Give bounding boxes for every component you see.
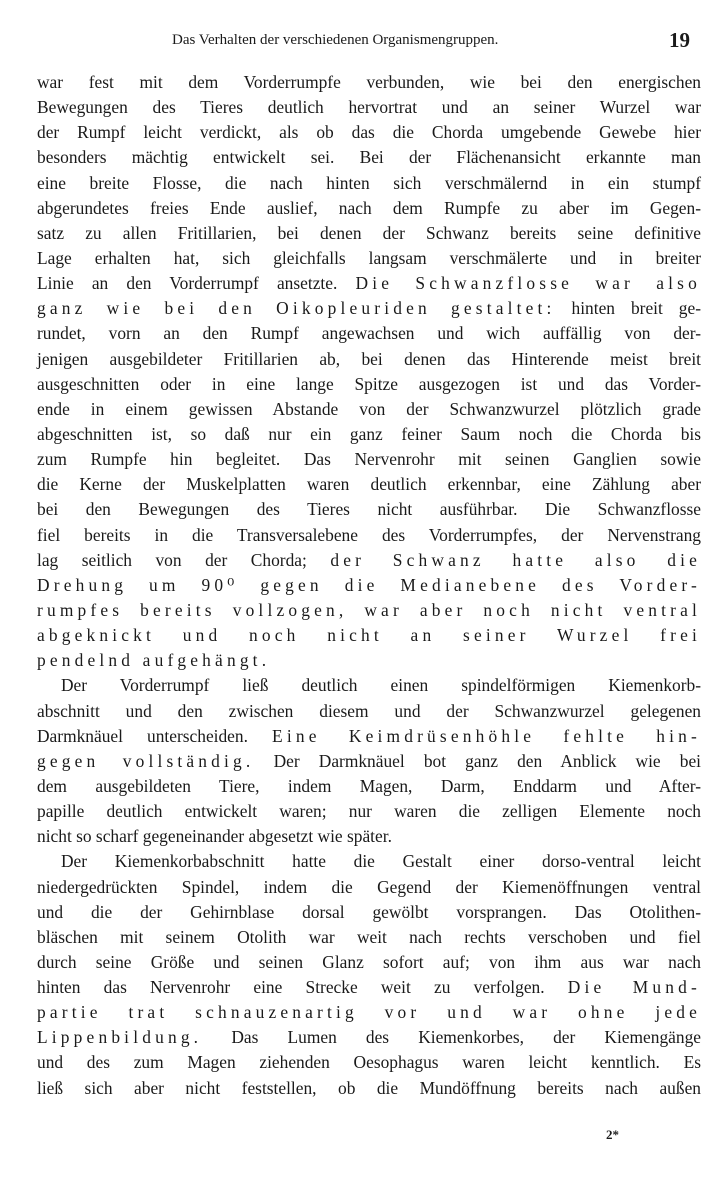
- text-line: [37, 975, 701, 1000]
- text-segment: Lage erhalten hat, sich gleichfalls langsam verschmälerte und in breiter: [37, 247, 701, 268]
- text-segment: die Kerne der Muskelplatten waren deutlich erkennbar, eine Zählung aber: [37, 474, 701, 495]
- text-segment: lag seitlich von der Chorda;: [37, 549, 331, 570]
- emphasized-text: Eine Keimdrüsenhöhle fehlte hin-: [272, 725, 701, 746]
- text-segment: bei den Bewegungen des Tieres nicht ausführbar. Die Schwanzflosse: [37, 499, 701, 520]
- text-line: [37, 372, 701, 397]
- text-line: [37, 221, 701, 246]
- emphasized-text: abgeknickt und noch nicht an seiner Wurzel frei: [37, 625, 701, 646]
- text-line: [37, 523, 701, 548]
- text-line: [37, 673, 701, 698]
- text-line: [37, 1025, 701, 1050]
- text-line: [37, 824, 701, 849]
- text-line: [37, 171, 701, 196]
- text-line: [37, 296, 701, 321]
- page-number: 19: [669, 28, 690, 52]
- text-line: [37, 246, 701, 271]
- text-line: [37, 774, 701, 799]
- text-line: [37, 397, 701, 422]
- text-segment: abgerundetes freies Ende auslief, nach dem Rumpfe zu aber im Gegen-: [37, 197, 701, 218]
- text-segment: zum Rumpfe hin begleitet. Das Nervenrohr mit seinen Ganglien sowie: [37, 449, 701, 470]
- text-segment: fiel bereits in die Transversalebene des Vorderrumpfes, der Nervenstrang: [37, 524, 701, 545]
- text-segment: Bewegungen des Tieres deutlich hervortrat und an seiner Wurzel war: [37, 97, 701, 118]
- emphasized-text: pendelnd aufgehängt.: [37, 650, 271, 671]
- text-line: [37, 699, 701, 724]
- emphasized-text: Die Mund-: [567, 977, 701, 998]
- text-segment: Linie an den Vorderrumpf ansetzte.: [37, 273, 356, 294]
- text-line: [37, 70, 701, 95]
- text-segment: satz zu allen Fritillarien, bei denen der Schwanz bereits seine definitive: [37, 222, 701, 243]
- running-header: [37, 30, 690, 54]
- signature-mark: 2*: [606, 1127, 619, 1142]
- text-segment: abschnitt und den zwischen diesem und der Schwanzwurzel gelegenen: [37, 700, 701, 721]
- running-title: Das Verhalten der verschiedenen Organismengruppen.: [172, 32, 499, 48]
- text-segment: Das Lumen des Kiemenkorbes, der Kiemengänge: [202, 1027, 701, 1048]
- text-line: [37, 925, 701, 950]
- text-segment: nicht so scharf gegeneinander abgesetzt wie später.: [37, 826, 392, 847]
- emphasized-text: der Schwanz hatte also die: [330, 549, 701, 570]
- text-segment: durch seine Größe und seinen Glanz sofort auf; von ihm aus war nach: [37, 951, 701, 972]
- text-line: [37, 749, 701, 774]
- text-line: [37, 573, 701, 598]
- text-segment: Der Kiemenkorbabschnitt hatte die Gestalt einer dorso-ventral leicht: [61, 851, 701, 872]
- text-segment: Darmknäuel unterscheiden.: [37, 725, 273, 746]
- text-line: [37, 347, 701, 372]
- text-segment: abgeschnitten ist, so daß nur ein ganz feiner Saum noch die Chorda bis: [37, 423, 701, 444]
- text-line: [37, 548, 701, 573]
- emphasized-text: Drehung um 90⁰ gegen die Medianebene des Vorder-: [37, 574, 701, 595]
- text-line: [37, 196, 701, 221]
- text-segment: eine breite Flosse, die nach hinten sich verschmälernd in ein stumpf: [37, 172, 701, 193]
- emphasized-text: gegen vollständig.: [37, 750, 255, 771]
- text-line: [37, 724, 701, 749]
- text-line: [37, 648, 701, 673]
- text-line: [37, 422, 701, 447]
- text-line: [37, 1076, 701, 1101]
- text-segment: und die der Gehirnblase dorsal gewölbt vorsprangen. Das Otolithen-: [37, 901, 701, 922]
- text-segment: Der Vorderrumpf ließ deutlich einen spindelförmigen Kiemenkorb-: [61, 675, 701, 696]
- emphasized-text: partie trat schnauzenartig vor und war ohne jede: [37, 1002, 701, 1023]
- body-text: [37, 70, 701, 1101]
- text-line: [37, 598, 701, 623]
- text-segment: der Rumpf leicht verdickt, als ob das die Chorda umgebende Gewebe hier: [37, 122, 701, 143]
- text-line: [37, 120, 701, 145]
- text-segment: dem ausgebildeten Tiere, indem Magen, Darm, Enddarm und After-: [37, 775, 701, 796]
- text-line: [37, 497, 701, 522]
- text-segment: besonders mächtig entwickelt sei. Bei der Flächenansicht erkannte man: [37, 147, 701, 168]
- text-segment: papille deutlich entwickelt waren; nur waren die zelligen Elemente noch: [37, 801, 701, 822]
- text-line: [37, 447, 701, 472]
- text-line: [37, 623, 701, 648]
- text-line: [37, 875, 701, 900]
- text-line: [37, 1050, 701, 1075]
- text-segment: hinten breit ge-: [555, 298, 701, 319]
- text-segment: bläschen mit seinem Otolith war weit nach rechts verschoben und fiel: [37, 926, 701, 947]
- text-line: [37, 321, 701, 346]
- text-segment: niedergedrückten Spindel, indem die Gegend der Kiemenöffnungen ventral: [37, 876, 701, 897]
- text-line: [37, 145, 701, 170]
- text-segment: Der Darmknäuel bot ganz den Anblick wie bei: [254, 750, 701, 771]
- text-line: [37, 271, 701, 296]
- text-segment: ende in einem gewissen Abstande von der Schwanzwurzel plötzlich grade: [37, 398, 701, 419]
- text-segment: ließ sich aber nicht feststellen, ob die Mundöffnung bereits nach außen: [37, 1077, 701, 1098]
- text-segment: und des zum Magen ziehenden Oesophagus waren leicht kenntlich. Es: [37, 1052, 701, 1073]
- emphasized-text: rumpfes bereits vollzogen, war aber noch nicht ventral: [37, 599, 701, 620]
- text-line: [37, 95, 701, 120]
- text-segment: war fest mit dem Vorderrumpfe verbunden, wie bei den energischen: [37, 72, 701, 92]
- emphasized-text: ganz wie bei den Oikopleuriden gestaltet:: [37, 298, 556, 319]
- text-line: [37, 799, 701, 824]
- text-segment: ausgeschnitten oder in eine lange Spitze ausgezogen ist und das Vorder-: [37, 373, 701, 394]
- text-segment: hinten das Nervenrohr eine Strecke weit zu verfolgen.: [37, 977, 568, 998]
- text-line: [37, 950, 701, 975]
- text-line: [37, 849, 701, 874]
- text-segment: rundet, vorn an den Rumpf angewachsen und wich auffällig von der-: [37, 323, 701, 344]
- emphasized-text: Lippenbildung.: [37, 1027, 203, 1048]
- text-line: [37, 472, 701, 497]
- text-line: [37, 1000, 701, 1025]
- emphasized-text: Die Schwanzflosse war also: [355, 273, 701, 294]
- text-line: [37, 900, 701, 925]
- text-segment: jenigen ausgebildeter Fritillarien ab, bei denen das Hinterende meist breit: [37, 348, 701, 369]
